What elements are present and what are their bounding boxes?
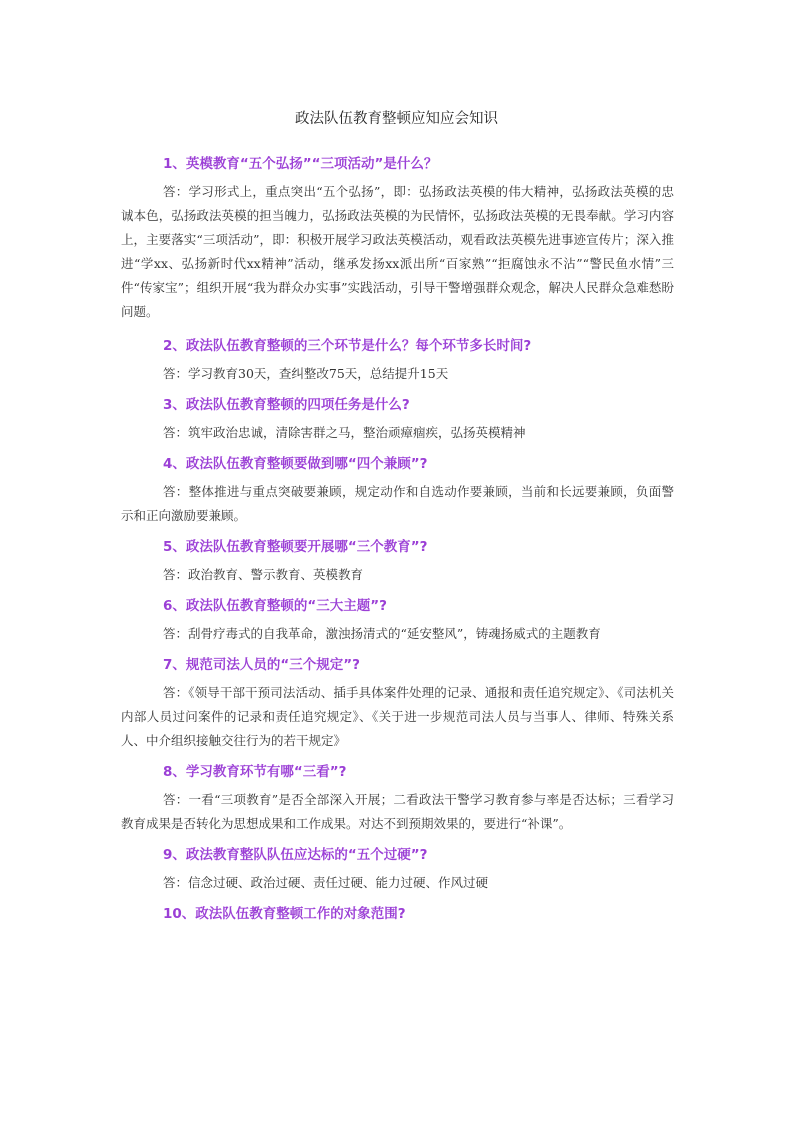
document-body bbox=[121, 154, 674, 924]
document-title: 政法队伍教育整顿应知应会知识 bbox=[295, 111, 498, 127]
question-9: 9、政法教育整队队伍应达标的“五个过硬”? bbox=[163, 847, 428, 863]
question-5: 5、政法队伍教育整顿要开展哪“三个教育”? bbox=[163, 539, 428, 555]
question-3: 3、政法队伍教育整顿的四项任务是什么? bbox=[163, 397, 410, 413]
answer-6: 答：刮骨疗毒式的自我革命，激浊扬清式的“延安整风”，铸魂扬威式的主题教育 bbox=[163, 626, 601, 641]
question-10: 10、政法队伍教育整顿工作的对象范围? bbox=[163, 906, 406, 922]
answer-1: 答：学习形式上，重点突出“五个弘扬”，即：弘扬政法英模的伟大精神，弘扬政法英模的忠诚本色，弘扬政法英模的担当魄力，弘扬政法英模的为民情怀，弘扬政法英模的无畏奉献。学习内容上，主要落实“三项活动”，即：积极开展学习政法英模活动，观看政法英模先进事迹宣传片；深入推进“学xx、弘扬新时代xx精神”活动，继承发扬xx派出所“百家熟”“拒腐蚀永不沾”“警民鱼水情”三件“传家宝”；组织开展“我为群众办实事”实践活动，引导干警增强群众观念，解决人民群众急难愁盼问题。 bbox=[121, 184, 674, 319]
question-1: 1、英模教育“五个弘扬”“三项活动”是什么？ bbox=[163, 156, 438, 172]
question-7: 7、规范司法人员的“三个规定”? bbox=[163, 657, 360, 673]
question-8: 8、学习教育环节有哪“三看”? bbox=[163, 764, 347, 780]
answer-5: 答：政治教育、警示教育、英模教育 bbox=[163, 567, 364, 582]
answer-2: 答：学习教育30天，查纠整改75天，总结提升15天 bbox=[163, 366, 449, 381]
answer-4: 答：整体推进与重点突破要兼顾，规定动作和自选动作要兼顾，当前和长远要兼顾，负面警示和正向激励要兼顾。 bbox=[121, 484, 674, 523]
answer-9: 答：信念过硬、政治过硬、责任过硬、能力过硬、作风过硬 bbox=[163, 875, 489, 890]
question-6: 6、政法队伍教育整顿的“三大主题”? bbox=[163, 598, 387, 614]
answer-8: 答：一看“三项教育”是否全部深入开展；二看政法干警学习教育参与率是否达标；三看学习教育成果是否转化为思想成果和工作成果。对达不到预期效果的，要进行“补课”。 bbox=[121, 792, 674, 831]
question-2: 2、政法队伍教育整顿的三个环节是什么？每个环节多长时间? bbox=[163, 338, 532, 354]
question-4: 4、政法队伍教育整顿要做到哪“四个兼顾”? bbox=[163, 456, 428, 472]
answer-3: 答：筑牢政治忠诚，清除害群之马，整治顽瘴痼疾，弘扬英模精神 bbox=[163, 425, 526, 440]
answer-7: 答：《领导干部干预司法活动、插手具体案件处理的记录、通报和责任追究规定》、《司法机关内部人员过问案件的记录和责任追究规定》、《关于进一步规范司法人员与当事人、律师、特殊关系人、中介组织接触交往行为的若干规定》 bbox=[121, 685, 674, 748]
